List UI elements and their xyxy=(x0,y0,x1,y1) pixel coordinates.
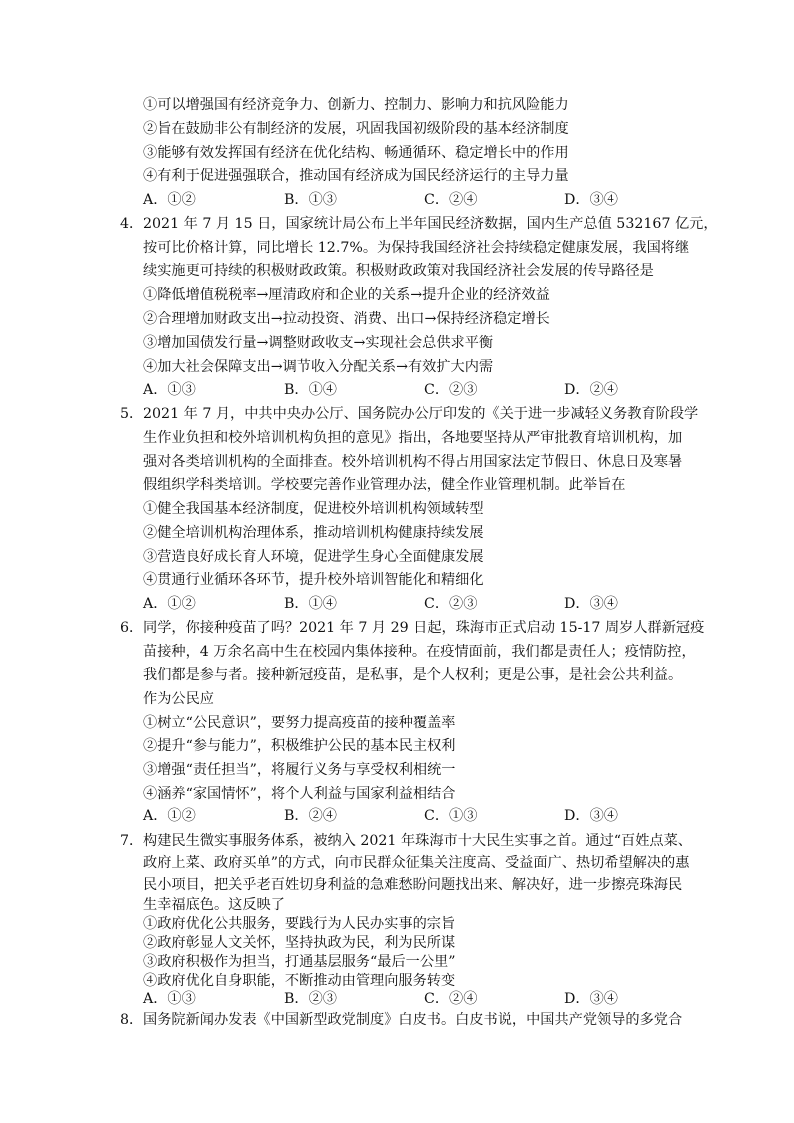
q5-stem-line-4: 假组织学科类培训。学校要完善作业管理办法，健全作业管理机制。此举旨在 xyxy=(143,477,626,493)
q7-item-1: ①政府优化公共服务，要践行为人民办实事的宗旨 xyxy=(143,916,456,932)
q5-number: 5． xyxy=(120,406,144,422)
q4-item-1: ①降低增值税税率→厘清政府和企业的关系→提升企业的经济效益 xyxy=(143,287,550,303)
q5-stem-line-3: 强对各类培训机构的全面排查。校外培训机构不得占用国家法定节假日、休息日及寒暑 xyxy=(143,454,683,470)
q4-stem-line-1: 2021 年 7 月 15 日，国家统计局公布上半年国民经济数据，国内生产总值 532167 亿元， xyxy=(143,216,718,232)
q6-option-c: C．①③ xyxy=(424,808,478,824)
q5-option-a: A．①② xyxy=(143,596,196,612)
q3-option-a: A．①② xyxy=(143,192,196,208)
q5-item-1: ①健全我国基本经济制度，促进校外培训机构领域转型 xyxy=(143,501,484,517)
q4-option-c: C．②③ xyxy=(424,382,478,398)
q7-option-b: B．②③ xyxy=(284,991,337,1007)
q5-stem-line-1: 2021 年 7 月，中共中央办公厅、国务院办公厅印发的《关于进一步减轻义务教育阶段学 xyxy=(143,406,699,422)
q3-item-1: ①可以增强国有经济竞争力、创新力、控制力、影响力和抗风险能力 xyxy=(143,97,569,113)
q8-stem-line-1: 国务院新闻办发表《中国新型政党制度》白皮书。白皮书说，中国共产党领导的多党合 xyxy=(143,1012,683,1028)
q6-options xyxy=(143,806,683,826)
q4-option-b: B．①④ xyxy=(284,382,337,398)
q5-options xyxy=(143,594,683,614)
q6-item-2: ②提升“参与能力”，积极维护公民的基本民主权利 xyxy=(143,738,456,754)
q5-option-d: D．③④ xyxy=(564,596,618,612)
q4-option-d: D．②④ xyxy=(564,382,618,398)
q7-number: 7． xyxy=(120,833,144,849)
q3-options xyxy=(143,190,683,210)
q4-item-3: ③增加国债发行量→调整财政收支→实现社会总供求平衡 xyxy=(143,335,494,351)
q3-item-3: ③能够有效发挥国有经济在优化结构、畅通循环、稳定增长中的作用 xyxy=(143,145,569,161)
q4-options xyxy=(143,380,683,400)
q7-stem-line-3: 民小项目，把关乎老百姓切身利益的急难愁盼问题找出来、解决好，进一步擦亮珠海民 xyxy=(143,877,683,893)
q6-stem-line-3: 我们都是参与者。接种新冠疫苗，是私事，是个人权利；更是公事，是社会公共利益。 xyxy=(143,667,683,683)
q3-option-b: B．①③ xyxy=(284,192,337,208)
q5-option-b: B．①④ xyxy=(284,596,337,612)
q7-option-c: C．②④ xyxy=(424,991,478,1007)
q6-item-1: ①树立“公民意识”，要努力提高疫苗的接种覆盖率 xyxy=(143,715,456,731)
q5-item-3: ③营造良好成长育人环境，促进学生身心全面健康发展 xyxy=(143,549,484,565)
q7-item-3: ③政府积极作为担当，打通基层服务“最后一公里” xyxy=(143,954,456,970)
q4-option-a: A．①③ xyxy=(143,382,196,398)
q5-item-4: ④贯通行业循环各环节，提升校外培训智能化和精细化 xyxy=(143,572,484,588)
q7-stem-line-2: 政府上菜、政府买单”的方式，向市民群众征集关注度高、受益面广、热切希望解决的惠 xyxy=(143,855,690,871)
q5-stem-line-2: 生作业负担和校外培训机构负担的意见》指出，各地要坚持从严审批教育培训机构，加 xyxy=(143,430,683,446)
q6-stem-line-2: 苗接种，4 万余名高中生在校园内集体接种。在疫情面前，我们都是责任人；疫情防控， xyxy=(143,644,696,660)
q5-item-2: ②健全培训机构治理体系，推动培训机构健康持续发展 xyxy=(143,525,484,541)
q4-stem-line-3: 续实施更可持续的积极财政政策。积极财政政策对我国经济社会发展的传导路径是 xyxy=(143,263,654,279)
q7-stem-line-1: 构建民生微实事服务体系，被纳入 2021 年珠海市十大民生实事之首。通过“百姓点菜、 xyxy=(143,833,692,849)
q6-option-d: D．③④ xyxy=(564,808,618,824)
q7-option-a: A．①③ xyxy=(143,991,196,1007)
q6-stem-line-4: 作为公民应 xyxy=(143,691,214,707)
q3-option-d: D．③④ xyxy=(564,192,618,208)
q6-option-b: B．②④ xyxy=(284,808,337,824)
q6-item-4: ④涵养“家国情怀”，将个人利益与国家利益相结合 xyxy=(143,786,456,802)
q3-option-c: C．②④ xyxy=(424,192,478,208)
q6-item-3: ③增强“责任担当”，将履行义务与享受权利相统一 xyxy=(143,762,456,778)
q7-option-d: D．③④ xyxy=(564,991,618,1007)
q7-item-4: ④政府优化自身职能，不断推动由管理向服务转变 xyxy=(143,973,456,989)
q4-item-4: ④加大社会保障支出→调节收入分配关系→有效扩大内需 xyxy=(143,359,494,375)
q6-stem-line-1: 同学，你接种疫苗了吗？2021 年 7 月 29 日起，珠海市正式启动 15-17 周岁人群新冠疫 xyxy=(143,620,705,636)
q7-options xyxy=(143,989,683,1009)
q7-item-2: ②政府彰显人文关怀，坚持执政为民，利为民所谋 xyxy=(143,935,456,951)
q4-number: 4． xyxy=(120,216,144,232)
q6-number: 6． xyxy=(120,620,144,636)
q3-item-2: ②旨在鼓励非公有制经济的发展，巩固我国初级阶段的基本经济制度 xyxy=(143,121,569,137)
q7-stem-line-4: 生幸福底色。这反映了 xyxy=(143,897,285,913)
q5-option-c: C．②③ xyxy=(424,596,478,612)
q6-option-a: A．①② xyxy=(143,808,196,824)
q4-item-2: ②合理增加财政支出→拉动投资、消费、出口→保持经济稳定增长 xyxy=(143,311,550,327)
q8-number: 8． xyxy=(120,1012,144,1028)
q4-stem-line-2: 按可比价格计算，同比增长 12.7%。为保持我国经济社会持续稳定健康发展，我国将继 xyxy=(143,240,690,256)
q3-item-4: ④有利于促进强强联合，推动国有经济成为国民经济运行的主导力量 xyxy=(143,168,569,184)
